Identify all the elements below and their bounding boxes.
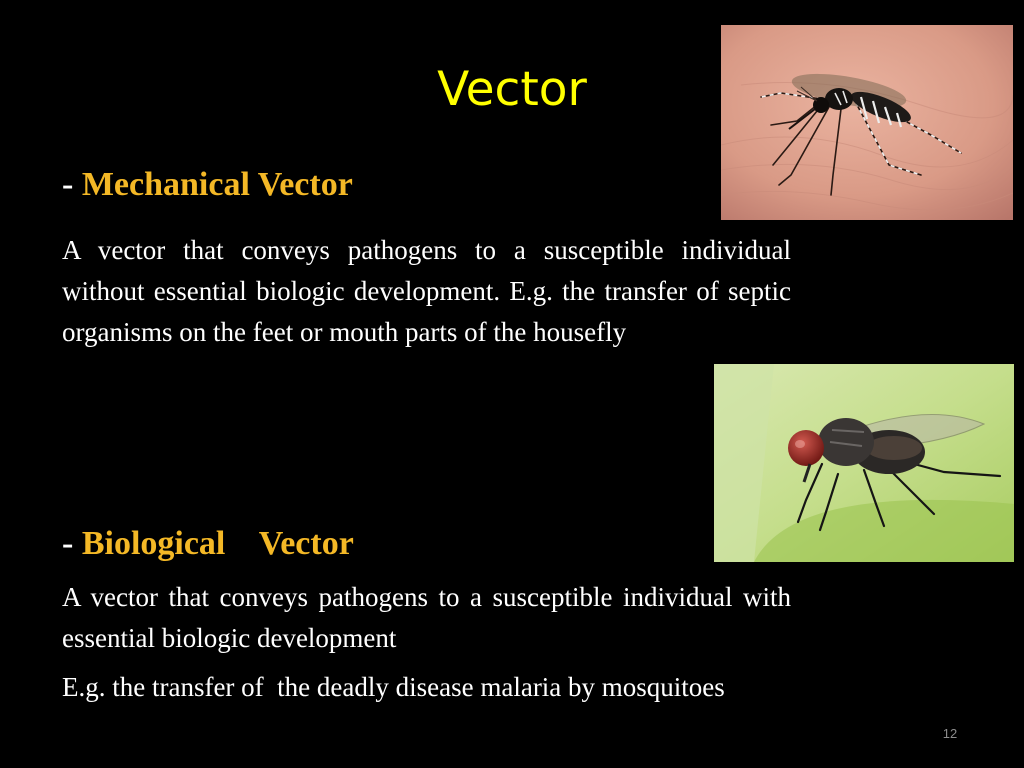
mechanical-vector-heading <box>62 168 353 202</box>
slide-title: Vector <box>437 62 587 117</box>
biological-vector-example: E.g. the transfer of the deadly disease malaria by mosquitoes <box>62 672 725 702</box>
slide-number: 12 <box>942 726 958 741</box>
heading-text: Biological Vector <box>81 525 354 562</box>
heading-dash: - <box>62 525 82 562</box>
biological-vector-description: A vector that conveys pathogens to a susceptible individual with essential biologic development <box>62 582 798 653</box>
biological-vector-heading <box>62 527 354 561</box>
heading-text: Mechanical Vector <box>81 166 353 203</box>
heading-dash: - <box>62 166 82 203</box>
mechanical-vector-description: A vector that conveys pathogens to a susceptible individual without essential biologic development. E.g. the transfer of septic organisms on the feet or mouth parts of the housefly <box>62 235 798 347</box>
housefly-image <box>714 364 1014 562</box>
mosquito-image <box>721 25 1013 220</box>
